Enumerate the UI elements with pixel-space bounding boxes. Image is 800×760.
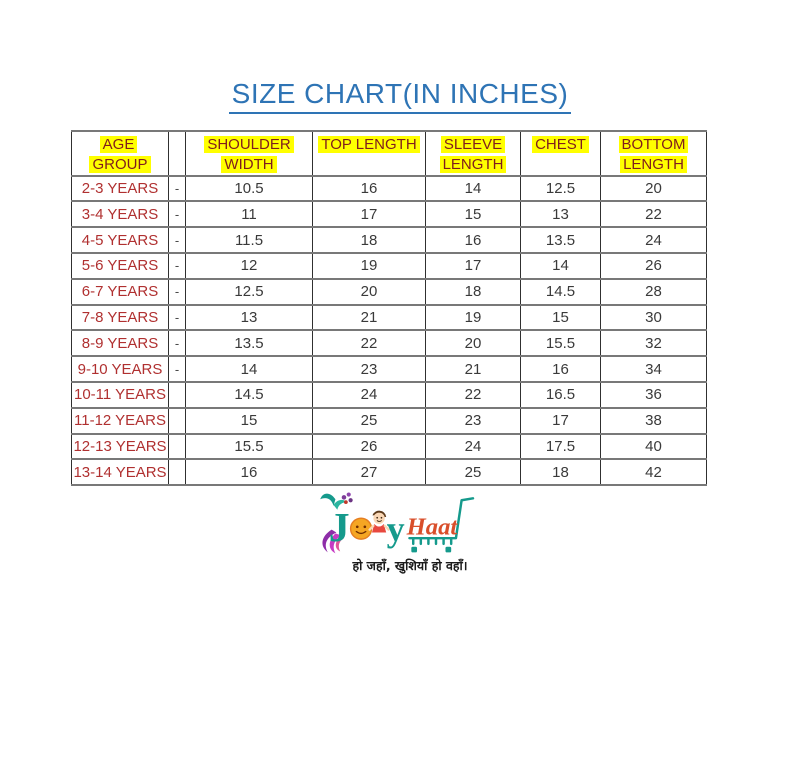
dash-cell: - xyxy=(169,356,186,382)
value-cell: 18 xyxy=(313,227,426,253)
value-cell: 18 xyxy=(521,459,601,485)
value-cell: 22 xyxy=(313,330,426,356)
header-label: TOP LENGTH xyxy=(318,136,419,153)
value-cell: 12.5 xyxy=(186,279,313,305)
value-cell: 26 xyxy=(601,253,707,279)
header-label: AGE GROUP xyxy=(89,136,150,173)
value-cell: 17.5 xyxy=(521,434,601,460)
value-cell: 14 xyxy=(521,253,601,279)
value-cell: 34 xyxy=(601,356,707,382)
logo-letter-j: J xyxy=(328,505,350,552)
value-cell: 13 xyxy=(186,305,313,331)
header-label: BOTTOM LENGTH xyxy=(619,136,689,173)
dash-cell: - xyxy=(169,305,186,331)
value-cell: 25 xyxy=(426,459,521,485)
dash-cell: - xyxy=(169,279,186,305)
sun-face-icon xyxy=(351,518,372,539)
value-cell: 12 xyxy=(186,253,313,279)
value-cell: 26 xyxy=(313,434,426,460)
logo-word-haat: Haat xyxy=(406,513,458,541)
value-cell: 24 xyxy=(601,227,707,253)
value-cell: 22 xyxy=(426,382,521,408)
age-group-cell: 6-7 YEARS xyxy=(72,279,169,305)
header-cell-bottom-length xyxy=(601,131,707,176)
value-cell: 18 xyxy=(426,279,521,305)
value-cell: 23 xyxy=(313,356,426,382)
dash-cell xyxy=(169,459,186,485)
age-group-cell: 8-9 YEARS xyxy=(72,330,169,356)
age-group-cell: 12-13 YEARS xyxy=(72,434,169,460)
table-row xyxy=(72,434,707,460)
dash-cell: - xyxy=(169,201,186,227)
table-row xyxy=(72,279,707,305)
value-cell: 22 xyxy=(601,201,707,227)
value-cell: 17 xyxy=(521,408,601,434)
value-cell: 15 xyxy=(186,408,313,434)
table-row xyxy=(72,330,707,356)
value-cell: 14 xyxy=(186,356,313,382)
size-table-body xyxy=(72,176,707,486)
size-chart-table xyxy=(71,130,707,486)
value-cell: 24 xyxy=(313,382,426,408)
value-cell: 32 xyxy=(601,330,707,356)
value-cell: 38 xyxy=(601,408,707,434)
table-row xyxy=(72,382,707,408)
header-cell-chest xyxy=(521,131,601,176)
header-label: SHOULDER WIDTH xyxy=(204,136,293,173)
value-cell: 11.5 xyxy=(186,227,313,253)
value-cell: 25 xyxy=(313,408,426,434)
value-cell: 20 xyxy=(601,176,707,202)
value-cell: 19 xyxy=(313,253,426,279)
value-cell: 36 xyxy=(601,382,707,408)
table-header-row xyxy=(72,131,707,176)
dash-cell xyxy=(169,408,186,434)
value-cell: 17 xyxy=(313,201,426,227)
value-cell: 14.5 xyxy=(186,382,313,408)
header-label: CHEST xyxy=(532,136,589,153)
value-cell: 27 xyxy=(313,459,426,485)
age-group-cell: 7-8 YEARS xyxy=(72,305,169,331)
value-cell: 21 xyxy=(426,356,521,382)
header-cell-shoulder-width xyxy=(186,131,313,176)
value-cell: 19 xyxy=(426,305,521,331)
value-cell: 16 xyxy=(521,356,601,382)
header-cell-top-length xyxy=(313,131,426,176)
value-cell: 16 xyxy=(313,176,426,202)
age-group-cell: 3-4 YEARS xyxy=(72,201,169,227)
value-cell: 14 xyxy=(426,176,521,202)
age-group-cell: 4-5 YEARS xyxy=(72,227,169,253)
value-cell: 23 xyxy=(426,408,521,434)
value-cell: 15.5 xyxy=(186,434,313,460)
header-cell-sleeve-length xyxy=(426,131,521,176)
value-cell: 11 xyxy=(186,201,313,227)
value-cell: 21 xyxy=(313,305,426,331)
dash-cell: - xyxy=(169,176,186,202)
value-cell: 15 xyxy=(521,305,601,331)
age-group-cell: 13-14 YEARS xyxy=(72,459,169,485)
value-cell: 15 xyxy=(426,201,521,227)
table-row xyxy=(72,459,707,485)
table-row xyxy=(72,176,707,202)
age-group-cell: 10-11 YEARS xyxy=(72,382,169,408)
dash-cell: - xyxy=(169,227,186,253)
table-row xyxy=(72,408,707,434)
value-cell: 30 xyxy=(601,305,707,331)
table-row xyxy=(72,356,707,382)
value-cell: 17 xyxy=(426,253,521,279)
value-cell: 40 xyxy=(601,434,707,460)
header-cell-spacer xyxy=(169,131,186,176)
value-cell: 16 xyxy=(426,227,521,253)
header-label: SLEEVE LENGTH xyxy=(440,136,507,173)
brand-tagline: हो जहाँ, खुशियाँ हो वहाँ। xyxy=(352,558,468,573)
table-row xyxy=(72,253,707,279)
page-title: SIZE CHART(IN INCHES) xyxy=(229,78,572,114)
header-cell-age-group xyxy=(72,131,169,176)
title-row xyxy=(0,78,800,114)
value-cell: 20 xyxy=(313,279,426,305)
age-group-cell: 2-3 YEARS xyxy=(72,176,169,202)
age-group-cell: 5-6 YEARS xyxy=(72,253,169,279)
dash-cell: - xyxy=(169,253,186,279)
logo-letter-y: y xyxy=(386,509,405,550)
age-group-cell: 9-10 YEARS xyxy=(72,356,169,382)
value-cell: 15.5 xyxy=(521,330,601,356)
dash-cell xyxy=(169,382,186,408)
dash-cell xyxy=(169,434,186,460)
table-row xyxy=(72,305,707,331)
value-cell: 13.5 xyxy=(186,330,313,356)
age-group-cell: 11-12 YEARS xyxy=(72,408,169,434)
value-cell: 24 xyxy=(426,434,521,460)
value-cell: 28 xyxy=(601,279,707,305)
value-cell: 14.5 xyxy=(521,279,601,305)
table-row xyxy=(72,227,707,253)
kid-mascot-icon xyxy=(370,511,389,533)
value-cell: 42 xyxy=(601,459,707,485)
value-cell: 16.5 xyxy=(521,382,601,408)
value-cell: 16 xyxy=(186,459,313,485)
value-cell: 20 xyxy=(426,330,521,356)
brand-logo xyxy=(318,486,480,560)
value-cell: 10.5 xyxy=(186,176,313,202)
value-cell: 13 xyxy=(521,201,601,227)
value-cell: 12.5 xyxy=(521,176,601,202)
value-cell: 13.5 xyxy=(521,227,601,253)
table-row xyxy=(72,201,707,227)
dash-cell: - xyxy=(169,330,186,356)
